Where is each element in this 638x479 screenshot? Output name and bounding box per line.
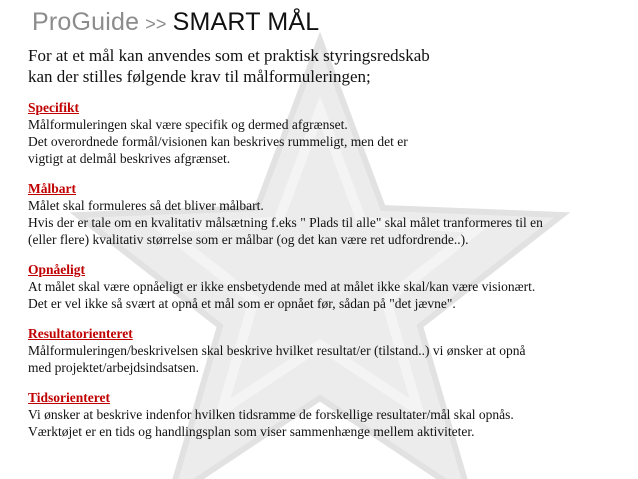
title-separator: >>	[145, 14, 167, 34]
section-line: Hvis der er tale om en kvalitativ målsætning f.eks " Plads til alle" skal målet tranformeres til en	[28, 215, 543, 230]
intro-line: kan der stilles følgende krav til målformuleringen;	[28, 67, 371, 86]
section-line: Det er vel ikke så svært at opnå et mål som er opnået før, sådan på "det jævne".	[28, 296, 456, 311]
section-heading: Opnåeligt	[28, 262, 86, 277]
slide-content	[28, 6, 628, 453]
section-heading: Specifikt	[28, 100, 80, 115]
section-line: Værktøjet er en tids og handlingsplan som viser sammenhænge mellem aktiviteter.	[28, 424, 475, 439]
page-title	[32, 6, 628, 40]
title-text: SMART MÅL	[172, 8, 320, 36]
section-line: (eller flere) kvalitativ størrelse som er målbar (og det kan være ret udfordrende..).	[28, 232, 469, 247]
section-maalbart	[28, 180, 628, 248]
section-line: vigtigt at delmål beskrives afgrænset.	[28, 151, 231, 166]
section-line: Målet skal formuleres så det bliver målbart.	[28, 198, 264, 213]
section-heading: Resultatorienteret	[28, 326, 133, 341]
section-line: med projektet/arbejdsindsatsen.	[28, 360, 199, 375]
section-heading: Tidsorienteret	[28, 390, 110, 405]
section-line: Målformuleringen skal være specifik og dermed afgrænset.	[28, 117, 348, 132]
section-tidsorienteret	[28, 389, 628, 440]
intro-paragraph	[28, 45, 628, 87]
section-specifikt	[28, 99, 628, 167]
section-line: Vi ønsker at beskrive indenfor hvilken tidsramme de forskellige resultater/mål skal opnås.	[28, 407, 514, 422]
intro-line: For at et mål kan anvendes som et praktisk styringsredskab	[28, 46, 430, 65]
brand-name: ProGuide	[32, 8, 140, 36]
section-heading: Målbart	[28, 181, 76, 196]
section-opnaaeligt	[28, 261, 628, 312]
section-line: Målformuleringen/beskrivelsen skal beskrive hvilket resultat/er (tilstand..) vi ønsker at opnå	[28, 343, 526, 358]
section-resultatorienteret	[28, 325, 628, 376]
section-line: Det overordnede formål/visionen kan beskrives rummeligt, men det er	[28, 134, 408, 149]
section-line: At målet skal være opnåeligt er ikke ensbetydende med at målet ikke skal/kan være visionært.	[28, 279, 536, 294]
